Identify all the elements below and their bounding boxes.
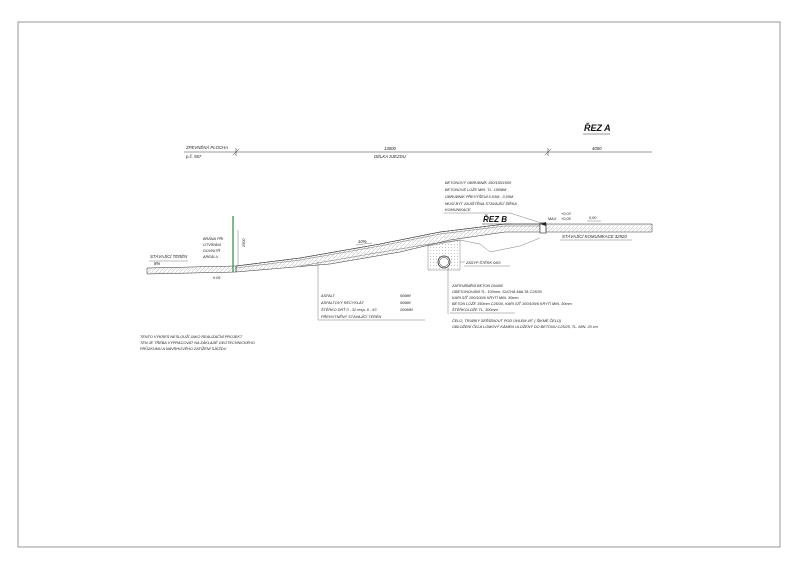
pipe-notes [448,268,598,329]
dim-main-value: 13000 [384,146,396,151]
gate-small-dim: 0.05 [213,276,221,280]
existing-road [540,216,652,240]
disclaimer-line-1: TENTO VÝKRES NESLOUŽÍ JAKO REALIZAČNÍ PROJEKT [140,335,243,339]
disclaimer [140,334,255,351]
layer-2-value: 50MM [400,301,411,305]
gate-label-4: AREÁLU [203,255,219,259]
layer-2-name: ASFALTOVÝ RECYKLÁT [321,301,364,305]
layer-1-value: 50MM [400,294,411,298]
dim-main-label: DÉLKA SJEZDU [374,154,406,159]
pipe-note-2: OBETONOVÁNÍ TL. 100mm, SUCHÁ MALTA C25/30 [452,290,542,294]
road-label: STÁVAJÍCÍ KOMUNIKACE 32920 [562,234,627,239]
curb-note-4: MUSÍ BÝT ZAJIŠTĚNA STÁVAJÍCÍ ŠÍŘKA [445,202,517,206]
drawing-title: ŘEZ A [584,123,611,133]
gate-label-1: BRÁNA PŘI [203,237,224,241]
curb-note-5: KOMUNIKACE [445,208,471,212]
layer-3-value: 200MM [400,308,413,312]
gate-label-2: OTVÍRÁNÍ [203,243,221,247]
layer-notes [318,262,425,320]
level-1: +0,03 [561,212,571,216]
sheet-frame [18,22,780,547]
pipe-note-3: KARI SÍŤ 100/100/6 KRYTÍ MIN. 30mm [452,296,519,300]
pipe-note-4: BETON LOŽE 150mm C25/30, KARI SÍŤ 100/100/6 KRYTÍ MIN. 30mm [452,302,572,306]
layer-4-name: PŘEHUTNĚNÝ STÁVAJÍCÍ TERÉN [321,315,382,319]
terrain-slope: 8% [154,261,161,266]
culvert-pipe [428,240,510,270]
curb-note-1: BETONOVÝ OBRUBNÍK 150/150/1000 [445,181,512,185]
layer-3-name: ŠTĚRKO DRŤ 0 - 32 resp. 0 - 63 [321,308,377,312]
curb-note-3: OBRUBNÍK PŘEVÝŠENÍ 0,03M - 0,05M [445,195,514,199]
section-b-label: ŘEZ B [483,215,507,224]
disclaimer-line-3: PRŮZKUMU A NÁVRHOVÉHO ZATÍŽENÍ SJEZDU [140,347,227,351]
fill-label: ZÁSYP ŠTĚRK 0/63 [466,261,501,265]
level-max: MAX [548,217,557,221]
ramp-slope: 10% [358,239,367,244]
terrain-label: STÁVAJÍCÍ TERÉN [150,254,188,259]
road-level: 0,00 [589,216,597,220]
face-note-1: ČELO, TRUBKY SEŘÍZNOUT POD ÚHLEM 45° ( ŠIKMÉ ČELO) [452,319,562,323]
gate-label-3: DOVNITŘ [203,249,221,253]
curb-notes [444,181,571,223]
dim-right-value: 4000 [592,146,602,151]
disclaimer-line-2: TEN JE TŘEBA VYPRACOVAT NA ZÁKLADĚ GEOTECHNICKÉHO [140,341,255,345]
gate-dim: 2500 [242,238,246,247]
dim-left-label-2: p.č. 567 [186,154,202,159]
layer-1-name: ASFALT [321,294,335,298]
existing-terrain [147,254,236,274]
level-2: +0,05 [561,217,571,221]
pipe-note-1: ZATRUBNĚNÍ BETON DN400 [452,284,503,288]
pipe-note-5: ŠTĚRKOLOŽE TL. 300mm [452,308,498,312]
face-note-2: OBLOŽENÍ ČELA LOMOVÝ KÁMEN ULOŽENÝ DO BETONU C25/25, TL. MIN. 20 cm [452,325,598,329]
dimension-line [184,145,652,159]
dim-left-label-1: ZPEVNĚNÁ PLOCHA [186,145,229,150]
curb-note-2: BETONOVÉ LOŽE MIN. TL. 150MM [445,188,507,192]
